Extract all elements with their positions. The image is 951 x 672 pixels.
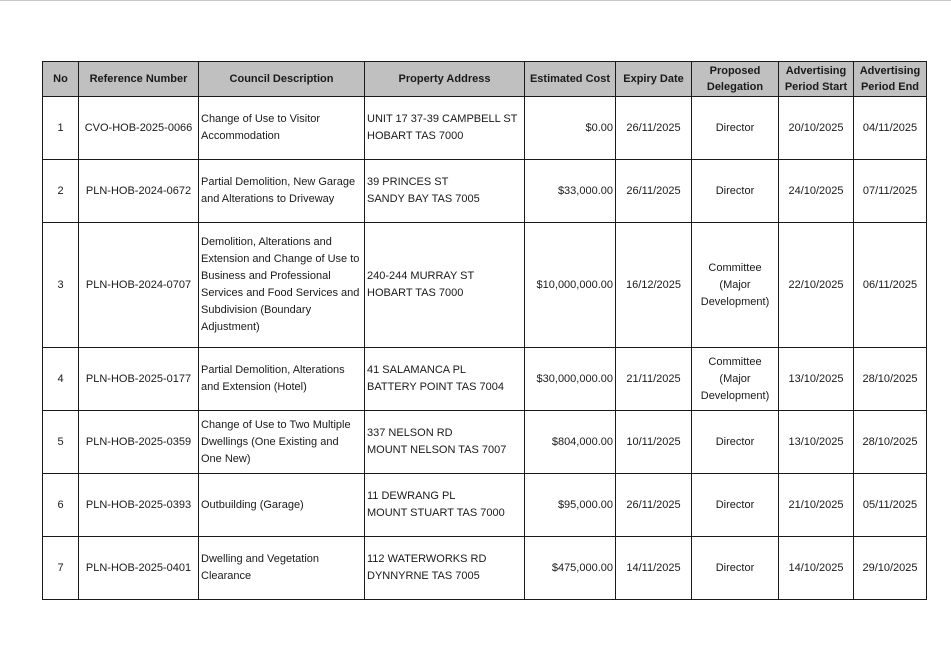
- cell-proposed-delegation: [692, 474, 779, 537]
- cell-council-description: [199, 474, 365, 537]
- cell-expiry-date: 26/11/2025: [616, 474, 692, 537]
- table-row: [43, 537, 927, 600]
- cell-no: 6: [43, 474, 79, 537]
- description-text: Partial Demolition, Alterations and Extension (Hotel): [201, 364, 345, 393]
- header-proposed-delegation: Proposed Delegation: [692, 62, 779, 97]
- address-line-2: MOUNT NELSON TAS 7007: [367, 444, 507, 456]
- delegation-text: Director: [715, 498, 755, 511]
- cell-advertising-period-start: 13/10/2025: [779, 348, 854, 411]
- address-line-2: DYNNYRNE TAS 7005: [367, 570, 480, 582]
- cell-property-address: [365, 411, 525, 474]
- cell-reference-number: PLN-HOB-2024-0672: [79, 160, 199, 223]
- address-line-2: HOBART TAS 7000: [367, 130, 464, 142]
- cell-property-address: [365, 537, 525, 600]
- cell-expiry-date: 26/11/2025: [616, 160, 692, 223]
- cell-proposed-delegation: [692, 537, 779, 600]
- address-line-1: 39 PRINCES ST: [367, 176, 449, 188]
- cell-council-description: [199, 537, 365, 600]
- cell-council-description: [199, 160, 365, 223]
- header-estimated-cost: Estimated Cost: [525, 62, 616, 97]
- delegation-text: Committee (Major Development): [700, 261, 770, 308]
- cell-estimated-cost: $33,000.00: [525, 160, 616, 223]
- table-row: [43, 97, 927, 160]
- cell-advertising-period-start: 22/10/2025: [779, 223, 854, 348]
- cell-no: 1: [43, 97, 79, 160]
- delegation-text: Director: [715, 184, 755, 197]
- address-line-1: 240-244 MURRAY ST: [367, 270, 475, 282]
- description-text: Outbuilding (Garage): [201, 498, 304, 511]
- cell-advertising-period-start: 14/10/2025: [779, 537, 854, 600]
- cell-no: 7: [43, 537, 79, 600]
- cell-proposed-delegation: [692, 160, 779, 223]
- cell-proposed-delegation: [692, 97, 779, 160]
- cell-expiry-date: 16/12/2025: [616, 223, 692, 348]
- cell-expiry-date: 21/11/2025: [616, 348, 692, 411]
- header-row: [43, 62, 927, 97]
- header-advertising-period-start: Advertising Period Start: [779, 62, 854, 97]
- cell-no: 5: [43, 411, 79, 474]
- cell-reference-number: CVO-HOB-2025-0066: [79, 97, 199, 160]
- cell-advertising-period-end: 28/10/2025: [854, 411, 927, 474]
- cell-advertising-period-end: 06/11/2025: [854, 223, 927, 348]
- cell-no: 4: [43, 348, 79, 411]
- table-row: [43, 223, 927, 348]
- cell-advertising-period-end: 28/10/2025: [854, 348, 927, 411]
- cell-advertising-period-start: 13/10/2025: [779, 411, 854, 474]
- cell-expiry-date: 14/11/2025: [616, 537, 692, 600]
- table-row: [43, 348, 927, 411]
- cell-expiry-date: 26/11/2025: [616, 97, 692, 160]
- delegation-text: Director: [715, 121, 755, 134]
- table-row: [43, 411, 927, 474]
- address-line-1: 112 WATERWORKS RD: [367, 553, 487, 565]
- cell-proposed-delegation: [692, 348, 779, 411]
- address-line-2: BATTERY POINT TAS 7004: [367, 381, 504, 393]
- cell-advertising-period-end: 07/11/2025: [854, 160, 927, 223]
- address-line-1: 41 SALAMANCA PL: [367, 364, 467, 376]
- delegation-text: Committee (Major Development): [700, 355, 770, 402]
- header-property-address: Property Address: [365, 62, 525, 97]
- cell-advertising-period-start: 20/10/2025: [779, 97, 854, 160]
- cell-estimated-cost: $30,000,000.00: [525, 348, 616, 411]
- cell-advertising-period-end: 04/11/2025: [854, 97, 927, 160]
- header-no: No: [43, 62, 79, 97]
- cell-council-description: [199, 223, 365, 348]
- cell-proposed-delegation: [692, 223, 779, 348]
- cell-estimated-cost: $95,000.00: [525, 474, 616, 537]
- address-line-2: HOBART TAS 7000: [367, 287, 464, 299]
- cell-expiry-date: 10/11/2025: [616, 411, 692, 474]
- header-council-description: Council Description: [199, 62, 365, 97]
- address-line-1: UNIT 17 37-39 CAMPBELL ST: [367, 113, 518, 125]
- description-text: Change of Use to Two Multiple Dwellings (One Existing and One New): [201, 418, 351, 465]
- cell-reference-number: PLN-HOB-2024-0707: [79, 223, 199, 348]
- cell-property-address: [365, 348, 525, 411]
- cell-council-description: [199, 348, 365, 411]
- cell-proposed-delegation: [692, 411, 779, 474]
- description-text: Partial Demolition, New Garage and Alterations to Driveway: [201, 176, 356, 205]
- description-text: Demolition, Alterations and Extension and Change of Use to Business and Professional Services and Food Services and Subdivision (Boundary Adjustment): [201, 236, 360, 333]
- cell-estimated-cost: $804,000.00: [525, 411, 616, 474]
- cell-reference-number: PLN-HOB-2025-0393: [79, 474, 199, 537]
- header-advertising-period-end: Advertising Period End: [854, 62, 927, 97]
- table-row: [43, 474, 927, 537]
- address-line-1: 11 DEWRANG PL: [367, 490, 456, 502]
- cell-no: 2: [43, 160, 79, 223]
- cell-property-address: [365, 474, 525, 537]
- delegation-text: Director: [715, 435, 755, 448]
- cell-reference-number: PLN-HOB-2025-0359: [79, 411, 199, 474]
- cell-advertising-period-start: 21/10/2025: [779, 474, 854, 537]
- cell-property-address: [365, 223, 525, 348]
- cell-council-description: [199, 411, 365, 474]
- cell-council-description: [199, 97, 365, 160]
- cell-property-address: [365, 97, 525, 160]
- cell-reference-number: PLN-HOB-2025-0177: [79, 348, 199, 411]
- delegation-text: Director: [715, 561, 755, 574]
- address-line-1: 337 NELSON RD: [367, 427, 453, 439]
- cell-advertising-period-start: 24/10/2025: [779, 160, 854, 223]
- cell-reference-number: PLN-HOB-2025-0401: [79, 537, 199, 600]
- top-rule: [0, 0, 951, 1]
- cell-advertising-period-end: 29/10/2025: [854, 537, 927, 600]
- cell-estimated-cost: $10,000,000.00: [525, 223, 616, 348]
- description-text: Change of Use to Visitor Accommodation: [201, 113, 321, 142]
- address-line-2: MOUNT STUART TAS 7000: [367, 507, 505, 519]
- cell-estimated-cost: $0.00: [525, 97, 616, 160]
- applications-table: [42, 61, 927, 600]
- table-row: [43, 160, 927, 223]
- cell-advertising-period-end: 05/11/2025: [854, 474, 927, 537]
- cell-property-address: [365, 160, 525, 223]
- cell-estimated-cost: $475,000.00: [525, 537, 616, 600]
- description-text: Dwelling and Vegetation Clearance: [201, 553, 320, 582]
- header-reference-number: Reference Number: [79, 62, 199, 97]
- header-expiry-date: Expiry Date: [616, 62, 692, 97]
- address-line-2: SANDY BAY TAS 7005: [367, 193, 480, 205]
- cell-no: 3: [43, 223, 79, 348]
